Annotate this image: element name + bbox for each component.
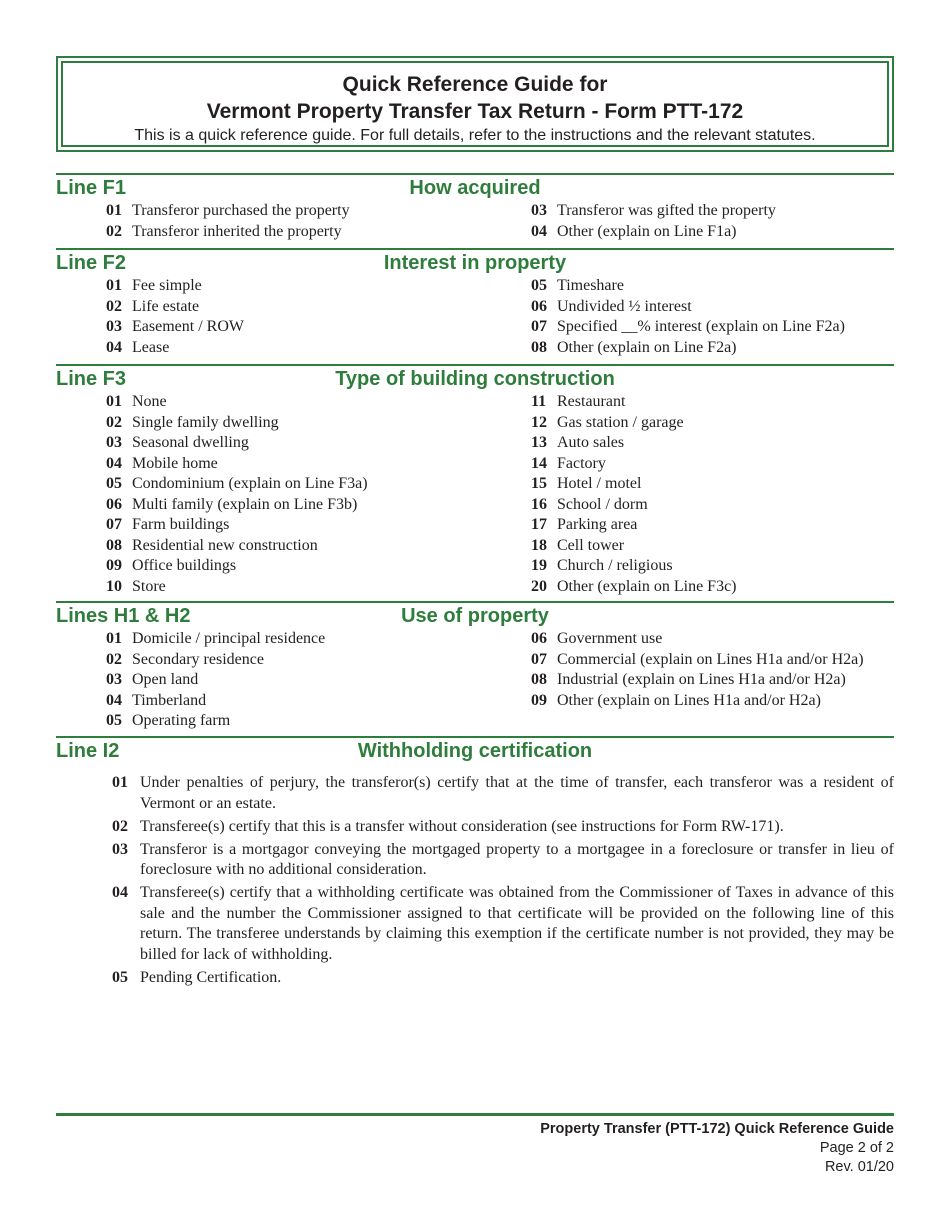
list-item <box>106 515 368 536</box>
item-text: Transferor is a mortgagor conveying the mortgaged property to a mortgagee in a foreclosure or transfer in lieu of foreclosure with no additional consideration. <box>140 840 894 878</box>
section-line-label: Line F3 <box>56 368 127 390</box>
item-text: Multi family (explain on Line F3b) <box>132 495 358 513</box>
item-number: 17 <box>531 516 547 533</box>
item-number: 15 <box>531 475 547 492</box>
right-column <box>531 629 864 711</box>
item-text: Lease <box>132 338 170 356</box>
item-text: School / dorm <box>557 495 648 513</box>
section-line-label: Lines H1 & H2 <box>56 605 191 627</box>
section-title: Withholding certification <box>357 740 593 762</box>
item-text: Commercial (explain on Lines H1a and/or H2a) <box>557 650 864 668</box>
item-number: 02 <box>106 413 122 431</box>
section-title: Interest in property <box>383 252 567 274</box>
item-text: Farm buildings <box>132 516 230 533</box>
footer <box>540 1120 894 1177</box>
item-text: Life estate <box>132 297 200 315</box>
section-line-label: Line I2 <box>56 740 120 762</box>
item-number: 04 <box>106 691 122 709</box>
item-number: 05 <box>531 277 547 294</box>
list-item <box>531 650 864 671</box>
right-column <box>531 201 776 242</box>
item-number: 20 <box>531 577 547 595</box>
item-text: Gas station / garage <box>557 413 684 431</box>
item-number: 12 <box>531 413 547 431</box>
item-number: 01 <box>106 277 122 294</box>
section-header <box>56 738 894 768</box>
list-item <box>531 201 776 222</box>
list-item <box>531 577 737 598</box>
list-item <box>531 495 737 516</box>
left-column <box>106 201 350 242</box>
item-number: 01 <box>106 393 122 410</box>
item-number: 05 <box>106 712 122 729</box>
section-line-i2 <box>56 736 894 768</box>
item-number: 04 <box>106 338 122 356</box>
item-text: Operating farm <box>132 712 231 729</box>
page-title-line1: Quick Reference Guide for <box>342 73 608 96</box>
section-line-f2 <box>56 248 894 360</box>
item-number: 02 <box>112 817 128 835</box>
item-text: Mobile home <box>132 454 218 472</box>
item-text: Other (explain on Lines H1a and/or H2a) <box>557 691 821 709</box>
section-lines-h1-h2 <box>56 601 894 733</box>
item-number: 08 <box>531 671 547 688</box>
item-number: 07 <box>106 516 122 533</box>
item-number: 03 <box>106 434 122 451</box>
section-line-label: Line F2 <box>56 252 127 274</box>
footer-divider <box>56 1113 894 1116</box>
item-number: 07 <box>531 318 547 335</box>
item-text: Domicile / principal residence <box>132 630 326 647</box>
item-text: Hotel / motel <box>557 475 642 492</box>
item-number: 03 <box>531 202 547 219</box>
item-number: 13 <box>531 434 547 451</box>
list-item <box>106 297 244 318</box>
item-number: 18 <box>531 536 547 554</box>
left-column <box>106 629 325 732</box>
list-item <box>106 577 368 598</box>
list-item <box>531 392 737 413</box>
section-columns <box>56 392 894 598</box>
item-text: Transferee(s) certify that a withholding certificate was obtained from the Commissioner of Taxes in advance of this sale and the number the Commissioner assigned to that certificate will be provided on the following line of this return. The transferee understands by claiming this exemption if the certificate number is not provided, they may be billed for lack of withholding. <box>140 884 894 963</box>
item-number: 16 <box>531 495 547 513</box>
list-item <box>56 840 894 881</box>
item-number: 04 <box>106 454 122 472</box>
header-inner <box>61 61 889 147</box>
item-text: Fee simple <box>132 277 202 294</box>
item-text: Transferor inherited the property <box>132 222 342 240</box>
footer-revision: Rev. 01/20 <box>824 1159 894 1175</box>
item-text: Office buildings <box>132 557 237 574</box>
item-text: Under penalties of perjury, the transferor(s) certify that at the time of transfer, each transferor was a resident of Vermont or an estate. <box>140 774 894 812</box>
list-item <box>531 413 737 434</box>
item-number: 01 <box>106 630 122 647</box>
item-text: Timeshare <box>557 277 624 294</box>
item-text: Industrial (explain on Lines H1a and/or H2a) <box>557 671 846 688</box>
item-text: Timberland <box>132 691 207 709</box>
section-columns <box>56 629 894 733</box>
item-number: 02 <box>106 222 122 240</box>
list-item <box>56 883 894 965</box>
list-item <box>106 495 368 516</box>
item-text: Other (explain on Line F2a) <box>557 338 737 356</box>
item-number: 06 <box>531 297 547 315</box>
item-number: 04 <box>112 884 128 901</box>
item-number: 10 <box>106 577 122 595</box>
item-text: Other (explain on Line F1a) <box>557 222 737 240</box>
list-item <box>106 650 325 671</box>
list-item <box>531 474 737 495</box>
list-item <box>106 629 325 650</box>
item-text: Seasonal dwelling <box>132 434 249 451</box>
item-text: Cell tower <box>557 536 625 554</box>
item-text: Transferee(s) certify that this is a transfer without consideration (see instructions for Form RW-171). <box>140 817 784 835</box>
item-text: Secondary residence <box>132 650 264 668</box>
list-item <box>531 222 776 243</box>
section-title: Type of building construction <box>335 368 615 390</box>
item-number: 08 <box>531 338 547 356</box>
item-text: Specified __% interest (explain on Line F2a) <box>557 318 845 335</box>
list-item <box>531 297 845 318</box>
item-text: Factory <box>557 454 606 472</box>
item-number: 09 <box>106 557 122 574</box>
list-item <box>106 276 244 297</box>
list-item <box>531 433 737 454</box>
section-line-f1 <box>56 173 894 243</box>
item-number: 03 <box>106 318 122 335</box>
item-text: None <box>132 393 167 410</box>
item-text: Condominium (explain on Line F3a) <box>132 475 368 492</box>
list-item <box>106 474 368 495</box>
list-item <box>531 338 845 359</box>
withholding-list <box>56 773 894 991</box>
item-text: Transferor was gifted the property <box>557 202 776 219</box>
item-text: Pending Certification. <box>140 968 282 986</box>
list-item <box>106 711 325 732</box>
item-number: 09 <box>531 691 547 709</box>
left-column <box>106 276 244 358</box>
item-number: 08 <box>106 536 122 554</box>
item-number: 04 <box>531 222 547 240</box>
list-item <box>106 691 325 712</box>
footer-page-number: Page 2 of 2 <box>819 1140 894 1156</box>
list-item <box>56 968 894 989</box>
list-item <box>106 454 368 475</box>
item-text: Church / religious <box>557 557 673 574</box>
section-header <box>56 175 894 201</box>
list-item <box>531 276 845 297</box>
footer-title: Property Transfer (PTT-172) Quick Reference Guide <box>540 1121 894 1137</box>
item-number: 06 <box>531 630 547 647</box>
section-line-label: Line F1 <box>56 177 127 199</box>
item-number: 14 <box>531 454 547 472</box>
item-number: 19 <box>531 557 547 574</box>
page-subtitle: This is a quick reference guide. For full details, refer to the instructions and the relevant statutes. <box>134 127 816 144</box>
list-item <box>531 556 737 577</box>
item-text: Government use <box>557 630 663 647</box>
item-text: Parking area <box>557 516 638 533</box>
item-number: 01 <box>106 202 122 219</box>
item-text: Auto sales <box>557 434 625 451</box>
page-title-line2: Vermont Property Transfer Tax Return - Form PTT-172 <box>206 100 744 123</box>
item-text: Undivided ½ interest <box>557 297 692 315</box>
list-item <box>531 536 737 557</box>
list-item <box>106 413 368 434</box>
item-number: 05 <box>106 475 122 492</box>
item-text: Other (explain on Line F3c) <box>557 577 737 595</box>
item-number: 11 <box>531 393 547 410</box>
item-number: 01 <box>112 774 128 791</box>
item-text: Residential new construction <box>132 536 318 554</box>
item-number: 05 <box>112 968 128 986</box>
list-item <box>106 556 368 577</box>
left-column <box>106 392 368 597</box>
right-column <box>531 392 737 597</box>
item-number: 03 <box>106 671 122 688</box>
section-header <box>56 250 894 276</box>
item-text: Easement / ROW <box>132 318 244 335</box>
list-item <box>106 222 350 243</box>
section-columns <box>56 276 894 360</box>
list-item <box>106 536 368 557</box>
list-item <box>56 817 894 838</box>
header-box <box>56 56 894 152</box>
right-column <box>531 276 845 358</box>
list-item <box>106 433 368 454</box>
list-item <box>106 392 368 413</box>
item-number: 06 <box>106 495 122 513</box>
list-item <box>531 515 737 536</box>
list-item <box>531 629 864 650</box>
list-item <box>106 317 244 338</box>
item-text: Restaurant <box>557 393 626 410</box>
list-item <box>531 454 737 475</box>
item-number: 07 <box>531 650 547 668</box>
section-header <box>56 603 894 629</box>
list-item <box>531 670 864 691</box>
list-item <box>106 670 325 691</box>
list-item <box>106 338 244 359</box>
section-header <box>56 366 894 392</box>
item-text: Single family dwelling <box>132 413 279 431</box>
item-text: Open land <box>132 671 199 688</box>
list-item <box>531 691 864 712</box>
item-number: 02 <box>106 297 122 315</box>
list-item <box>56 773 894 814</box>
section-title: How acquired <box>409 177 541 199</box>
section-columns <box>56 201 894 243</box>
item-text: Store <box>132 577 166 595</box>
item-number: 03 <box>112 840 128 858</box>
section-title: Use of property <box>401 605 549 627</box>
item-text: Transferor purchased the property <box>132 202 350 219</box>
item-number: 02 <box>106 650 122 668</box>
section-line-f3 <box>56 364 894 598</box>
list-item <box>106 201 350 222</box>
list-item <box>531 317 845 338</box>
